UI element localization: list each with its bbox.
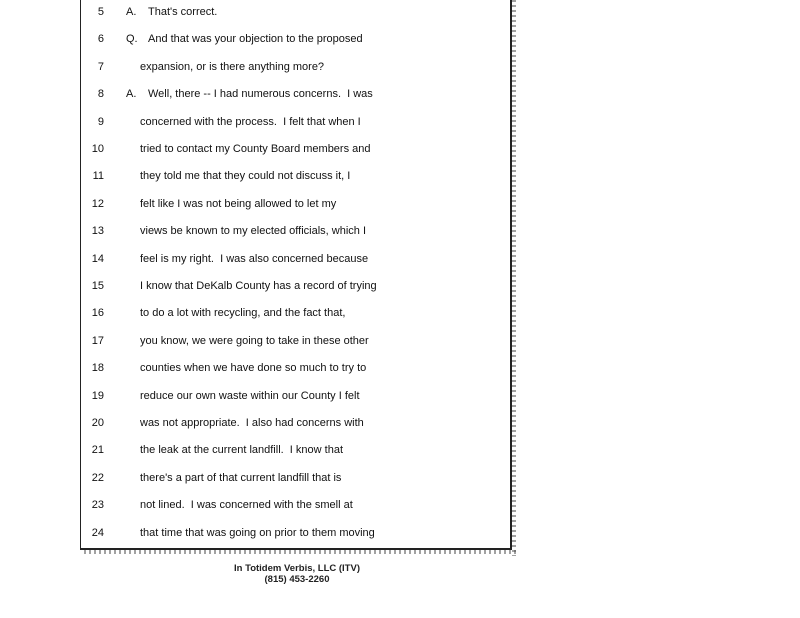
line-number: 21 <box>91 444 104 457</box>
line-number: 10 <box>91 143 104 155</box>
line-number: 8 <box>97 88 104 101</box>
line-number: 18 <box>91 362 104 375</box>
line-text: that time that was going on prior to them moving <box>140 526 375 539</box>
line-text: to do a lot with recycling, and the fact that, <box>140 307 346 320</box>
line-number: 20 <box>91 417 104 429</box>
line-text: the leak at the current landfill. I know that <box>140 444 344 457</box>
line-text: was not appropriate. I also had concerns with <box>140 417 364 429</box>
line-text: expansion, or is there anything more? <box>140 60 325 73</box>
line-text: there's a part of that current landfill that is <box>140 471 342 484</box>
speaker-label: A. <box>126 6 137 18</box>
line-number: 5 <box>97 6 104 18</box>
line-text: That's correct. <box>148 6 218 18</box>
line-number: 19 <box>91 389 104 402</box>
line-number: 23 <box>91 499 104 512</box>
line-text: Well, there -- I had numerous concerns. I was <box>148 88 373 101</box>
line-number: 22 <box>91 471 104 484</box>
footer-phone: (815) 453-2260 <box>264 574 330 585</box>
line-text: tried to contact my County Board members and <box>140 143 371 155</box>
speaker-label: A. <box>126 88 137 101</box>
line-number: 12 <box>91 197 104 210</box>
line-number: 7 <box>97 60 104 73</box>
speaker-label: Q. <box>126 33 138 46</box>
line-number: 16 <box>91 307 104 320</box>
line-number: 15 <box>91 280 104 292</box>
line-number: 11 <box>92 170 104 183</box>
page-shadow-right <box>512 0 516 556</box>
footer-company: In Totidem Verbis, LLC (ITV) <box>234 563 360 574</box>
line-text: feel is my right. I was also concerned because <box>140 252 369 265</box>
line-number: 14 <box>91 252 104 265</box>
line-text: counties when we have done so much to try to <box>140 362 367 375</box>
line-text: reduce our own waste within our County I felt <box>140 389 360 402</box>
line-text: they told me that they could not discuss it, I <box>140 170 351 183</box>
line-text: you know, we were going to take in these other <box>140 334 369 347</box>
line-text: concerned with the process. I felt that when I <box>140 115 361 128</box>
line-text: I know that DeKalb County has a record of trying <box>140 280 377 292</box>
line-number: 24 <box>91 526 104 539</box>
line-number: 17 <box>91 334 104 347</box>
line-number: 6 <box>97 33 104 46</box>
line-text: not lined. I was concerned with the smell at <box>140 499 353 512</box>
line-number: 13 <box>91 225 104 238</box>
line-text: And that was your objection to the proposed <box>148 33 363 46</box>
page-shadow-bottom <box>84 550 516 554</box>
line-text: views be known to my elected officials, which I <box>140 225 367 238</box>
line-number: 9 <box>97 115 104 128</box>
line-text: felt like I was not being allowed to let my <box>140 197 337 210</box>
